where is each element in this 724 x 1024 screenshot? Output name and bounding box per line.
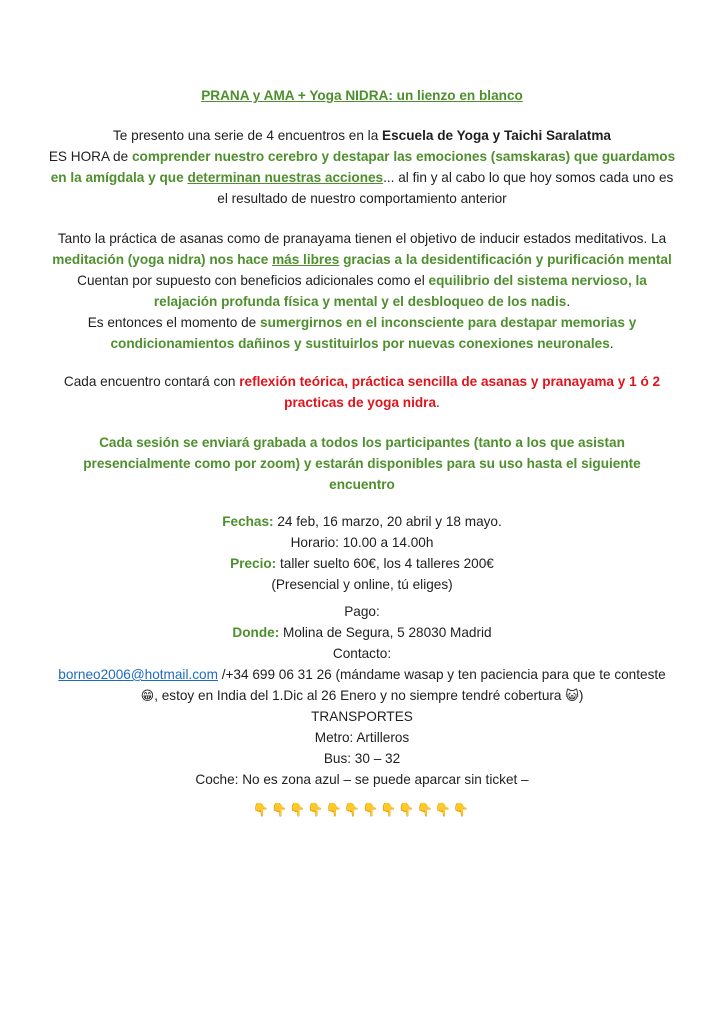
intro-line-3: en la amígdala y que determinan nuestras acciones... al fin y al cabo lo que hoy somos cada uno es	[50, 170, 674, 185]
encounter-line-2: practicas de yoga nidra.	[284, 395, 440, 410]
recording-line-2: presencialmente como por zoom) y estarán disponibles para su uso hasta el siguiente	[83, 456, 641, 471]
cat-emoji-icon: 😺	[565, 688, 579, 703]
dates-line: Fechas: 24 feb, 16 marzo, 20 abril y 18 mayo.	[222, 514, 502, 529]
price-line: Precio: taller suelto 60€, los 4 talleres 200€	[230, 556, 494, 571]
pointing-down-icon: 👇👇👇👇👇👇👇👇👇👇👇👇	[252, 802, 472, 817]
recording-line-1: Cada sesión se enviará grabada a todos los participantes (tanto a los que asistan	[99, 435, 625, 450]
encounter-line-1: Cada encuentro contará con reflexión teórica, práctica sencilla de asanas y pranayama y 1 ó 2	[63, 374, 661, 389]
metro-line: Metro: Artilleros	[314, 730, 410, 745]
recording-line-3: encuentro	[329, 477, 395, 492]
india-line: 😁, estoy en India del 1.Dic al 26 Enero y no siempre tendré cobertura 😺)	[30, 686, 694, 706]
school-name: Escuela de Yoga y Taichi Saralatma	[382, 128, 611, 143]
practice-line-4: relajación profunda física y mental y el desbloqueo de los nadis.	[153, 294, 571, 309]
intro-line-1: Te presento una serie de 4 encuentros en la Escuela de Yoga y Taichi Saralatma	[113, 128, 611, 143]
bus-line: Bus: 30 – 32	[323, 751, 401, 766]
payment-line: Pago:	[344, 604, 380, 619]
practice-line-3: Cuentan por supuesto con beneficios adicionales como el equilibrio del sistema nervioso, la	[77, 273, 647, 288]
practice-line-6: condicionamientos dañinos y sustituirlos por nuevas conexiones neuronales.	[110, 336, 614, 351]
car-line: Coche: No es zona azul – se puede aparcar sin ticket –	[195, 772, 529, 787]
transport-heading: TRANSPORTES	[311, 709, 413, 724]
practice-line-1: Tanto la práctica de asanas como de pranayama tienen el objetivo de inducir estados meditativos. La	[57, 231, 667, 246]
contact-line: Contacto:	[332, 646, 392, 661]
modality-line: (Presencial y online, tú eliges)	[271, 577, 453, 592]
location-line: Donde: Molina de Segura, 5 28030 Madrid	[232, 625, 492, 640]
practice-line-5: Es entonces el momento de sumergirnos en el inconsciente para destapar memorias y	[87, 315, 637, 330]
page-title: PRANA y AMA + Yoga NIDRA: un lienzo en blanco	[201, 88, 523, 103]
schedule-line: Horario: 10.00 a 14.00h	[290, 535, 434, 550]
email-link[interactable]: borneo2006@hotmail.com	[58, 667, 218, 682]
pointing-down-hands	[30, 800, 694, 820]
intro-line-4: el resultado de nuestro comportamiento anterior	[217, 191, 507, 206]
grin-emoji-icon: 😁	[140, 688, 155, 703]
practice-line-2: meditación (yoga nidra) nos hace más libres gracias a la desidentificación y purificación mental	[52, 252, 672, 267]
intro-line-2: ES HORA de comprender nuestro cerebro y destapar las emociones (samskaras) que guardamos	[48, 149, 676, 164]
email-phone-line: borneo2006@hotmail.com /+34 699 06 31 26 (mándame wasap y ten paciencia para que te conteste	[58, 667, 666, 682]
